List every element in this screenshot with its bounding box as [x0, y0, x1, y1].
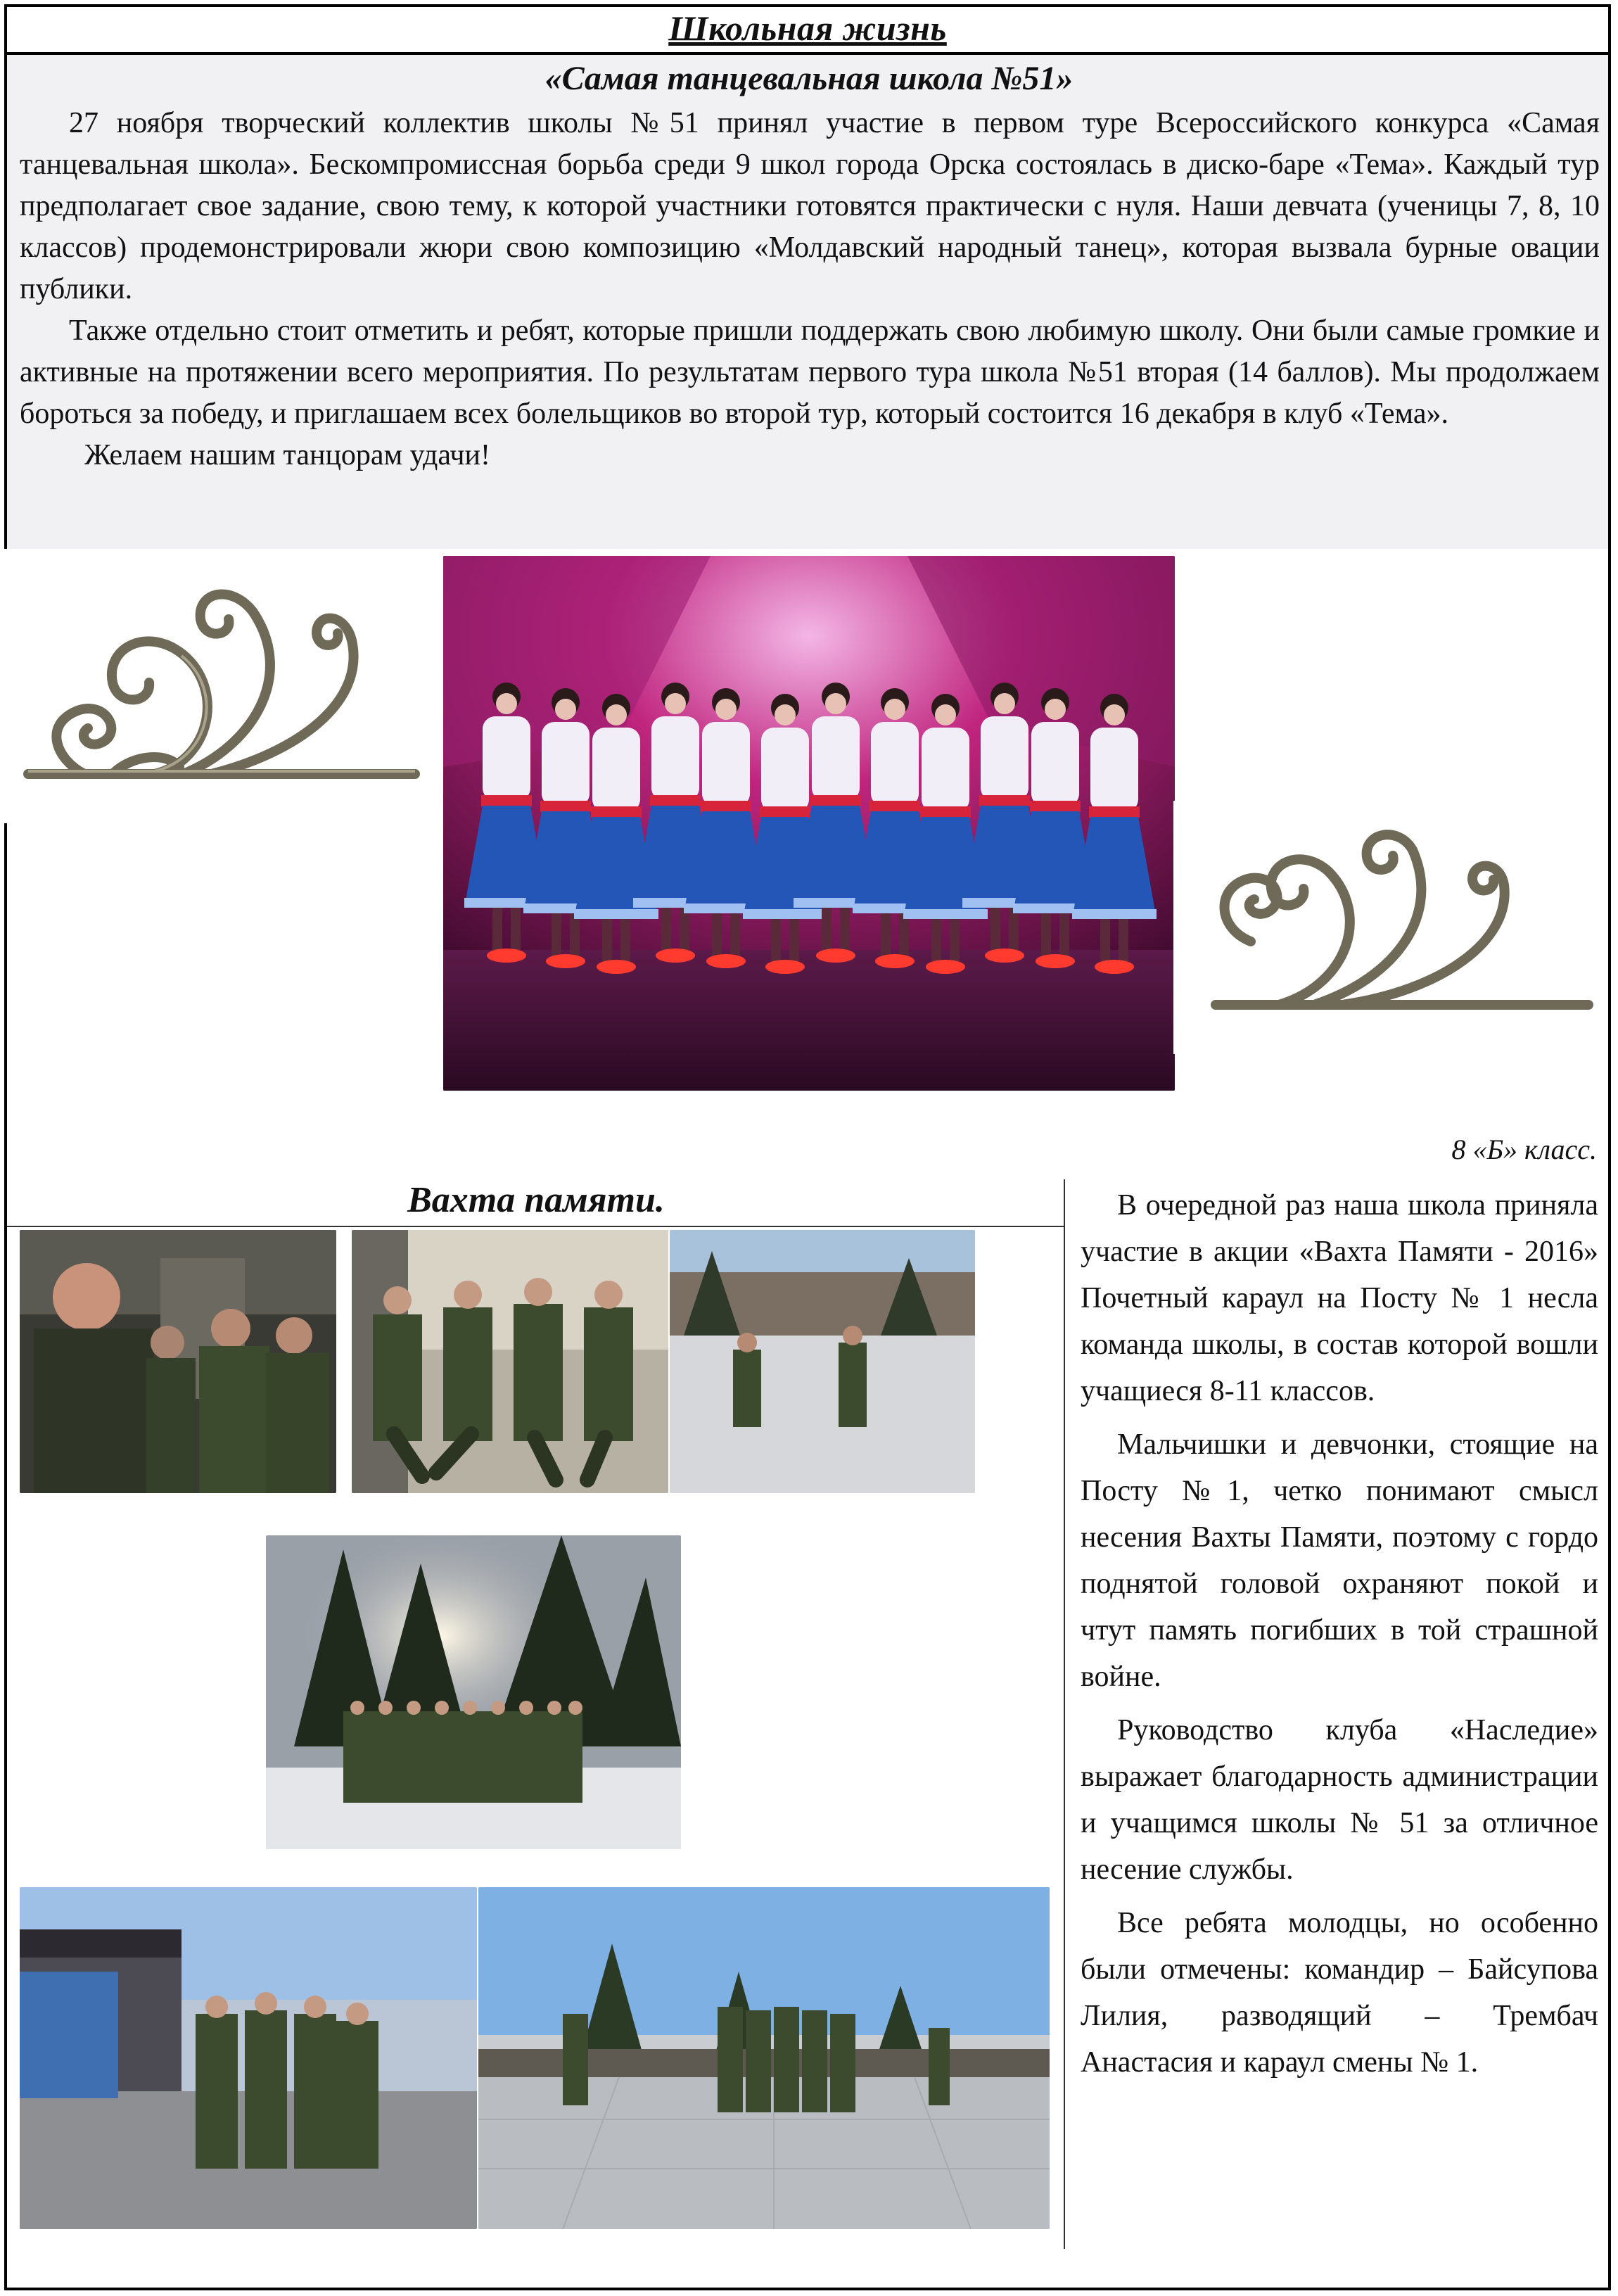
vakhta-photo-2: [352, 1230, 668, 1493]
vakhta-photo-5: [20, 1887, 477, 2229]
column-divider: [1064, 1179, 1065, 2249]
section-header: [4, 4, 1611, 55]
vakhta-paragraph-4: Все ребята молодцы, но особенно были отмечены: командир – Байсупова Лилия, разводящий – Трембач Анастасия и караул смены № 1.: [1081, 1907, 1598, 2079]
vakhta-paragraph-1: В очередной раз наша школа приняла участие в акции «Вахта Памяти - 2016» Почетный караул на Посту № 1 несла команда школы, в состав которой вошли учащиеся 8-11 классов.: [1081, 1189, 1598, 1407]
section-title: Школьная жизнь: [668, 8, 947, 48]
vakhta-paragraph-3: Руководство клуба «Наследие» выражает благодарность администрации и учащимся школы № 51 за отличное несение службы.: [1081, 1714, 1598, 1886]
article-signature: 8 «Б» класс.: [1451, 1134, 1597, 1165]
article-heading: «Самая танцевальная школа №51»: [544, 60, 1074, 97]
article-body: [20, 103, 1600, 476]
vakhta-photo-1: [20, 1230, 336, 1493]
vakhta-heading-rule: [7, 1226, 1065, 1227]
article-closing: Желаем нашим танцорам удачи!: [84, 439, 490, 471]
vakhta-paragraph-2: Мальчишки и девчонки, стоящие на Посту №1, четко понимают смысл несения Вахты Памяти, поэтому с гордо поднятой головой охраняют покой и чтут память погибших в той страшной войне.: [1081, 1428, 1598, 1693]
dance-performance-photo: [443, 556, 1175, 1091]
ornament-left: [0, 549, 429, 823]
vakhta-heading: Вахта памяти.: [407, 1180, 665, 1220]
vakhta-photo-3: [670, 1230, 975, 1493]
article-paragraph-1: 27 ноября творческий коллектив школы №51 принял участие в первом туре Всероссийского конкурса «Самая танцевальная школа». Бескомпромиссная борьба среди 9 школ города Орска состоялась в диско-баре «Тема». Каждый тур предполагает свое задание, свою тему, к которой участники готовятся практически с нуля. Наши девчата (ученицы 7, 8, 10 классов) продемонстрировали жюри свою композицию «Молдавский народный танец», которая вызвала бурные овации публики.: [20, 107, 1600, 305]
ornament-right: [1173, 801, 1603, 1054]
vakhta-photo-4: [266, 1535, 681, 1849]
vakhta-photo-6: [478, 1887, 1050, 2229]
vakhta-text-column: [1081, 1182, 1598, 2086]
article-paragraph-2: Также отдельно стоит отметить и ребят, которые пришли поддержать свою любимую школу. Они были самые громкие и активные на протяжении всего мероприятия. По результатам первого тура школа №51 вторая (14 баллов). Мы продолжаем бороться за победу, и приглашаем всех болельщиков во второй тур, который состоится 16 декабря в клуб «Тема».: [20, 315, 1600, 430]
